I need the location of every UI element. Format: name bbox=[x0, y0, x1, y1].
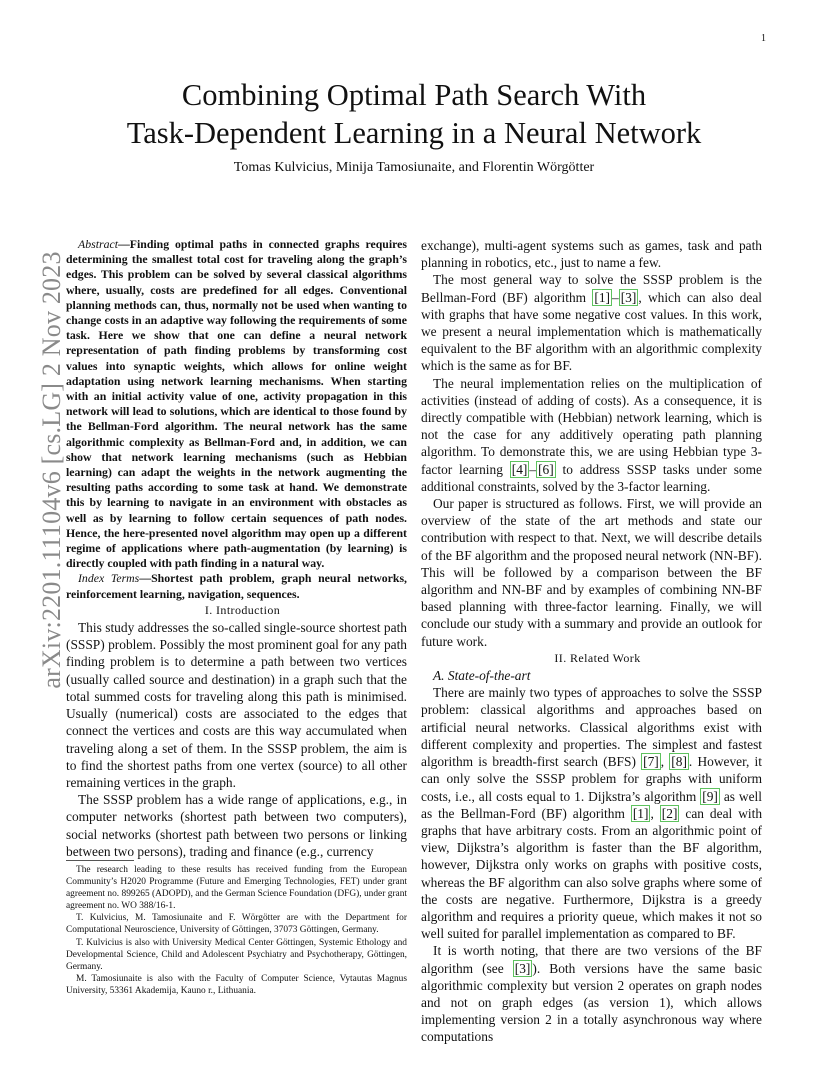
text-run: can deal with graphs that have arbitrary costs. From an algorithmic point of view, Dijkstra’s algorithm is faster than the BF algorithm, however, Dijkstra only works on graphs with positive costs, whereas the BF algorithm can also solve graphs where some of the costs are negative. Furthermore, Dijkstra is a greedy algorithm and requires a priority queue, which makes it not so well suited for parallel implementation as compared to BF. bbox=[421, 805, 763, 942]
intro-paragraph-2-continued: exchange), multi-agent systems such as games, task and path planning in robotics, etc., just to name a few. bbox=[421, 238, 762, 271]
paper-title bbox=[60, 76, 768, 152]
citation-link[interactable]: [1] bbox=[594, 289, 610, 305]
footnote-divider bbox=[66, 860, 134, 861]
title-line-1: Combining Optimal Path Search With bbox=[181, 78, 647, 112]
citation-link[interactable]: [2] bbox=[661, 805, 678, 821]
title-line-2: Task-Dependent Learning in a Neural Network bbox=[126, 116, 702, 150]
footnote-funding: The research leading to these results has received funding from the European Community’s H2020 Programme (Future and Emerging Technologies, FET) under grant agreement no. 899265 (ADOPD), and the German Science Foundation (DFG), under grant agreement no. WO 388/16-1. bbox=[66, 865, 407, 912]
text-run: to address SSSP tasks under some additional constraints, solved by the 3-factor learning. bbox=[421, 461, 762, 494]
index-terms bbox=[66, 571, 407, 601]
text-run: The neural implementation relies on the multiplication of activities (instead of adding of costs). As a consequence, it is directly compatible with (Hebbian) network learning, which is not the case for any additively operating path planning algorithm. To demonstrate this, we are using Hebbian type 3-factor learning bbox=[421, 375, 762, 477]
section-heading-related-work: II. Related Work bbox=[554, 650, 641, 665]
index-terms-label: Index Terms bbox=[78, 571, 140, 586]
text-run: , which can also deal with graphs that have some negative cost values. In this work, we present a neural implementation which is mathematically equivalent to the BF algorithm with an algorithmic complexity which is the same as for BF. bbox=[421, 289, 762, 374]
intro-paragraph-4 bbox=[421, 375, 762, 495]
text-run: – bbox=[611, 289, 619, 305]
intro-paragraph-5: Our paper is structured as follows. First, we will provide an overview of the state of the art methods and state our contribution with respect to that. Next, we will describe details of the BF algorithm and the proposed neural network (NN-BF). This will be followed by a comparison between the BF algorithm and NN-BF and by examples of combining NN-BF based planning with three-factor learning. Finally, we will conclude our study with a summary and provide an outlook for future work. bbox=[421, 496, 762, 649]
abstract bbox=[66, 237, 407, 571]
author-list: Tomas Kulvicius, Minija Tamosiunaite, and Florentin Wörgötter bbox=[233, 160, 595, 175]
left-column bbox=[66, 237, 407, 860]
abstract-label: Abstract bbox=[78, 237, 118, 251]
citation-link[interactable]: [3] bbox=[514, 960, 531, 976]
text-run: , bbox=[650, 805, 660, 821]
citation-link[interactable]: [8] bbox=[671, 754, 687, 770]
citation-link[interactable]: [6] bbox=[538, 461, 554, 477]
related-paragraph-1 bbox=[421, 684, 762, 942]
text-run: The most general way to solve the SSSP problem is the Bellman-Ford (BF) algorithm bbox=[421, 272, 762, 305]
text-run: . However, it can only solve the SSSP problem for graphs with uniform costs, i.e., all costs equal to 1. Dijkstra’s algorithm bbox=[421, 754, 762, 804]
citation-link[interactable]: [4] bbox=[511, 461, 528, 477]
section-heading-introduction: I. Introduction bbox=[204, 602, 281, 617]
intro-paragraph-1: This study addresses the so-called single-source shortest path (SSSP) problem. Possibly the most prominent goal for any path finding problem is to determine a path between two vertices (usually called source and destination) in a graph such that the total summed costs for traveling along this path is minimised. Usually (numerical) costs are associated to the edges that connect the vertices and costs are this way accumulated when traveling along a set of them. In the SSSP problem, the aim is to find the shortest paths from one vertex (source) to all other remaining vertices in the graph. bbox=[66, 620, 407, 790]
citation-link[interactable]: [7] bbox=[643, 754, 659, 770]
text-run: – bbox=[529, 461, 537, 477]
text-run: ). Both versions have the same basic algorithmic complexity but version 2 operates on graph nodes and not on graph edges (as version 1), which allows implementing version 2 in a totally asynchronous way where computations bbox=[421, 960, 762, 1045]
index-terms-text: —Shortest path problem, graph neural networks, reinforcement learning, navigation, sequences. bbox=[66, 571, 408, 601]
footnote-affiliation-3: M. Tamosiunaite is also with the Faculty of Computer Science, Vytautas Magnus University, 53361 Akademija, Kauno r., Lithuania. bbox=[66, 973, 407, 996]
footnote-affiliation-2: T. Kulvicius is also with University Medical Center Göttingen, Systemic Ethology and Developmental Science, Child and Adolescent Psychiatry and Psychotherapy, Göttingen, Germany. bbox=[66, 937, 407, 972]
page-number: 1 bbox=[761, 33, 766, 44]
footnote-affiliation-1: T. Kulvicius, M. Tamosiunaite and F. Wörgötter are with the Department for Computational Neuroscience, University of Göttingen, 37073 Göttingen, Germany. bbox=[66, 913, 407, 936]
abstract-text: —Finding optimal paths in connected graphs requires determining the smallest total cost for traveling along the graph’s edges. This problem can be solved by several classical algorithms where, usually, costs are predefined for all edges. Conventional planning methods can, thus, normally not be used when wanting to change costs in an adaptive way following the requirements of some task. Here we show that one can define a neural network representation of path finding problems by transforming cost values into synaptic weights, which allows for online weight adaptation using network learning mechanisms. When starting with an initial activity value of one, activity propagation in this network will lead to solutions, which are identical to those found by the Bellman-Ford algorithm. The neural network has the same algorithmic complexity as Bellman-Ford and, in addition, we can show that network learning mechanisms (such as Hebbian learning) can adapt the weights in the network augmenting the resulting paths according to some task at hand. We demonstrate this by learning to navigate in an environment with obstacles as well as by learning to follow certain sequences of path nodes. Hence, the here-presented novel algorithm may open up a different regime of applications where path-augmentation (by learning) is directly coupled with path finding in a natural way. bbox=[66, 237, 407, 571]
citation-link[interactable]: [9] bbox=[702, 788, 718, 804]
text-run: as well as the Bellman-Ford (BF) algorithm bbox=[421, 788, 762, 821]
intro-paragraph-2: The SSSP problem has a wide range of applications, e.g., in computer networks (shortest path between two computers), social networks (shortest path between two persons or linking between two persons), trading and finance (e.g., currency bbox=[66, 792, 407, 859]
related-paragraph-2 bbox=[421, 942, 762, 1045]
right-column bbox=[421, 237, 762, 1046]
text-run: , bbox=[660, 754, 670, 770]
text-run: There are mainly two types of approaches to solve the SSSP problem: classical algorithms and approaches based on artificial neural networks. Classical algorithms exist with different complexity and properties. The simplest and fastest algorithm is breadth-first search (BFS) bbox=[421, 685, 762, 770]
citation-link[interactable]: [1] bbox=[632, 805, 649, 821]
footnotes bbox=[66, 864, 407, 997]
citation-link[interactable]: [3] bbox=[620, 289, 637, 305]
arxiv-stamp-text: arXiv:2201.11104v6 [cs.LG] 2 Nov 2023 bbox=[37, 251, 66, 689]
intro-paragraph-3 bbox=[421, 271, 762, 374]
text-run: It is worth noting, that there are two versions of the BF algorithm (see bbox=[421, 943, 762, 976]
subsection-heading-state-of-the-art: A. State-of-the-art bbox=[433, 668, 531, 684]
